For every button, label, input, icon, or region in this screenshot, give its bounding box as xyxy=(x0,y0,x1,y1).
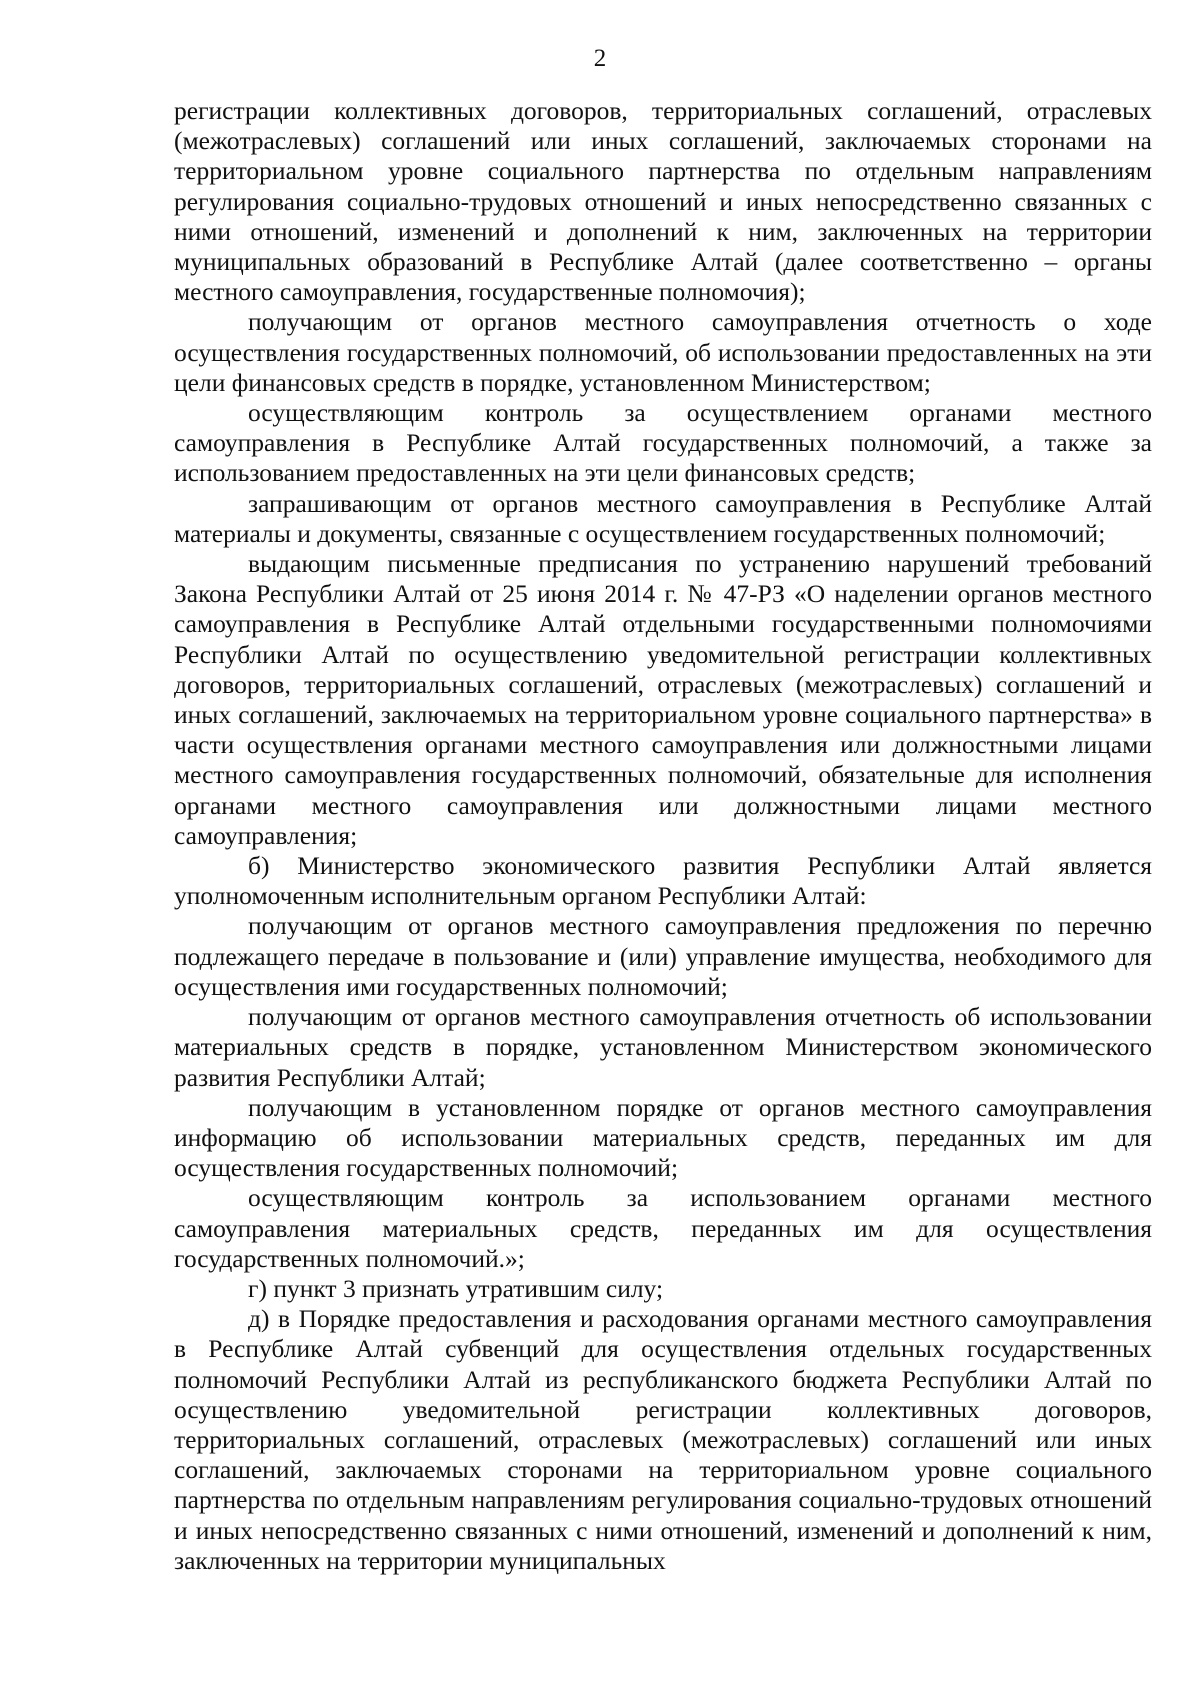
paragraph-continuation: регистрации коллективных договоров, территориальных соглашений, отраслевых (межотраслевых) соглашений или иных соглашений, заключаемых сторонами на территориальном уровне социального партнерства по отдельным направлениям регулирования социально-трудовых отношений и иных непосредственно связанных с ними отношений, изменений и дополнений к ним, заключенных на территории муниципальных образований в Республике Алтай (далее соответственно – органы местного самоуправления, государственные полномочия); xyxy=(174,96,1152,307)
paragraph: получающим от органов местного самоуправления отчетность об использовании материальных средств в порядке, установленном Министерством экономического развития Республики Алтай; xyxy=(174,1002,1152,1092)
paragraph-item-g: г) пункт 3 признать утратившим силу; xyxy=(248,1273,664,1303)
document-body xyxy=(174,96,1152,1576)
paragraph: получающим от органов местного самоуправления отчетность о ходе осуществления государственных полномочий, об использовании предоставленных на эти цели финансовых средств в порядке, установленном Министерством; xyxy=(174,307,1152,397)
page-number: 2 xyxy=(593,45,607,72)
paragraph: выдающим письменные предписания по устранению нарушений требований Закона Республики Алтай от 25 июня 2014 г. № 47-РЗ «О наделении органов местного самоуправления в Республике Алтай отдельными государственными полномочиями Республики Алтай по осуществлению уведомительной регистрации коллективных договоров, территориальных соглашений, отраслевых (межотраслевых) соглашений и иных соглашений, заключаемых на территориальном уровне социального партнерства» в части осуществления органами местного самоуправления или должностными лицами местного самоуправления государственных полномочий, обязательные для исполнения органами местного самоуправления или должностными лицами местного самоуправления; xyxy=(174,549,1152,850)
paragraph: запрашивающим от органов местного самоуправления в Республике Алтай материалы и документы, связанные с осуществлением государственных полномочий; xyxy=(174,488,1152,548)
paragraph: получающим от органов местного самоуправления предложения по перечню подлежащего передаче в пользование и (или) управление имущества, необходимого для осуществления ими государственных полномочий; xyxy=(174,911,1152,1001)
paragraph: осуществляющим контроль за осуществлением органами местного самоуправления в Республике Алтай государственных полномочий, а также за использованием предоставленных на эти цели финансовых средств; xyxy=(174,398,1152,488)
paragraph: осуществляющим контроль за использованием органами местного самоуправления материальных средств, переданных им для осуществления государственных полномочий.»; xyxy=(174,1183,1152,1273)
paragraph-item-d: д) в Порядке предоставления и расходования органами местного самоуправления в Республике Алтай субвенций для осуществления отдельных государственных полномочий Республики Алтай из республиканского бюджета Республики Алтай по осуществлению уведомительной регистрации коллективных договоров, территориальных соглашений, отраслевых (межотраслевых) соглашений или иных соглашений, заключаемых сторонами на территориальном уровне социального партнерства по отдельным направлениям регулирования социально-трудовых отношений и иных непосредственно связанных с ними отношений, изменений и дополнений к ним, заключенных на территории муниципальных xyxy=(174,1304,1152,1575)
paragraph: получающим в установленном порядке от органов местного самоуправления информацию об использовании материальных средств, переданных им для осуществления государственных полномочий; xyxy=(174,1092,1152,1183)
paragraph-item-b: б) Министерство экономического развития Республики Алтай является уполномоченным исполнительным органом Республики Алтай: xyxy=(174,851,1152,911)
